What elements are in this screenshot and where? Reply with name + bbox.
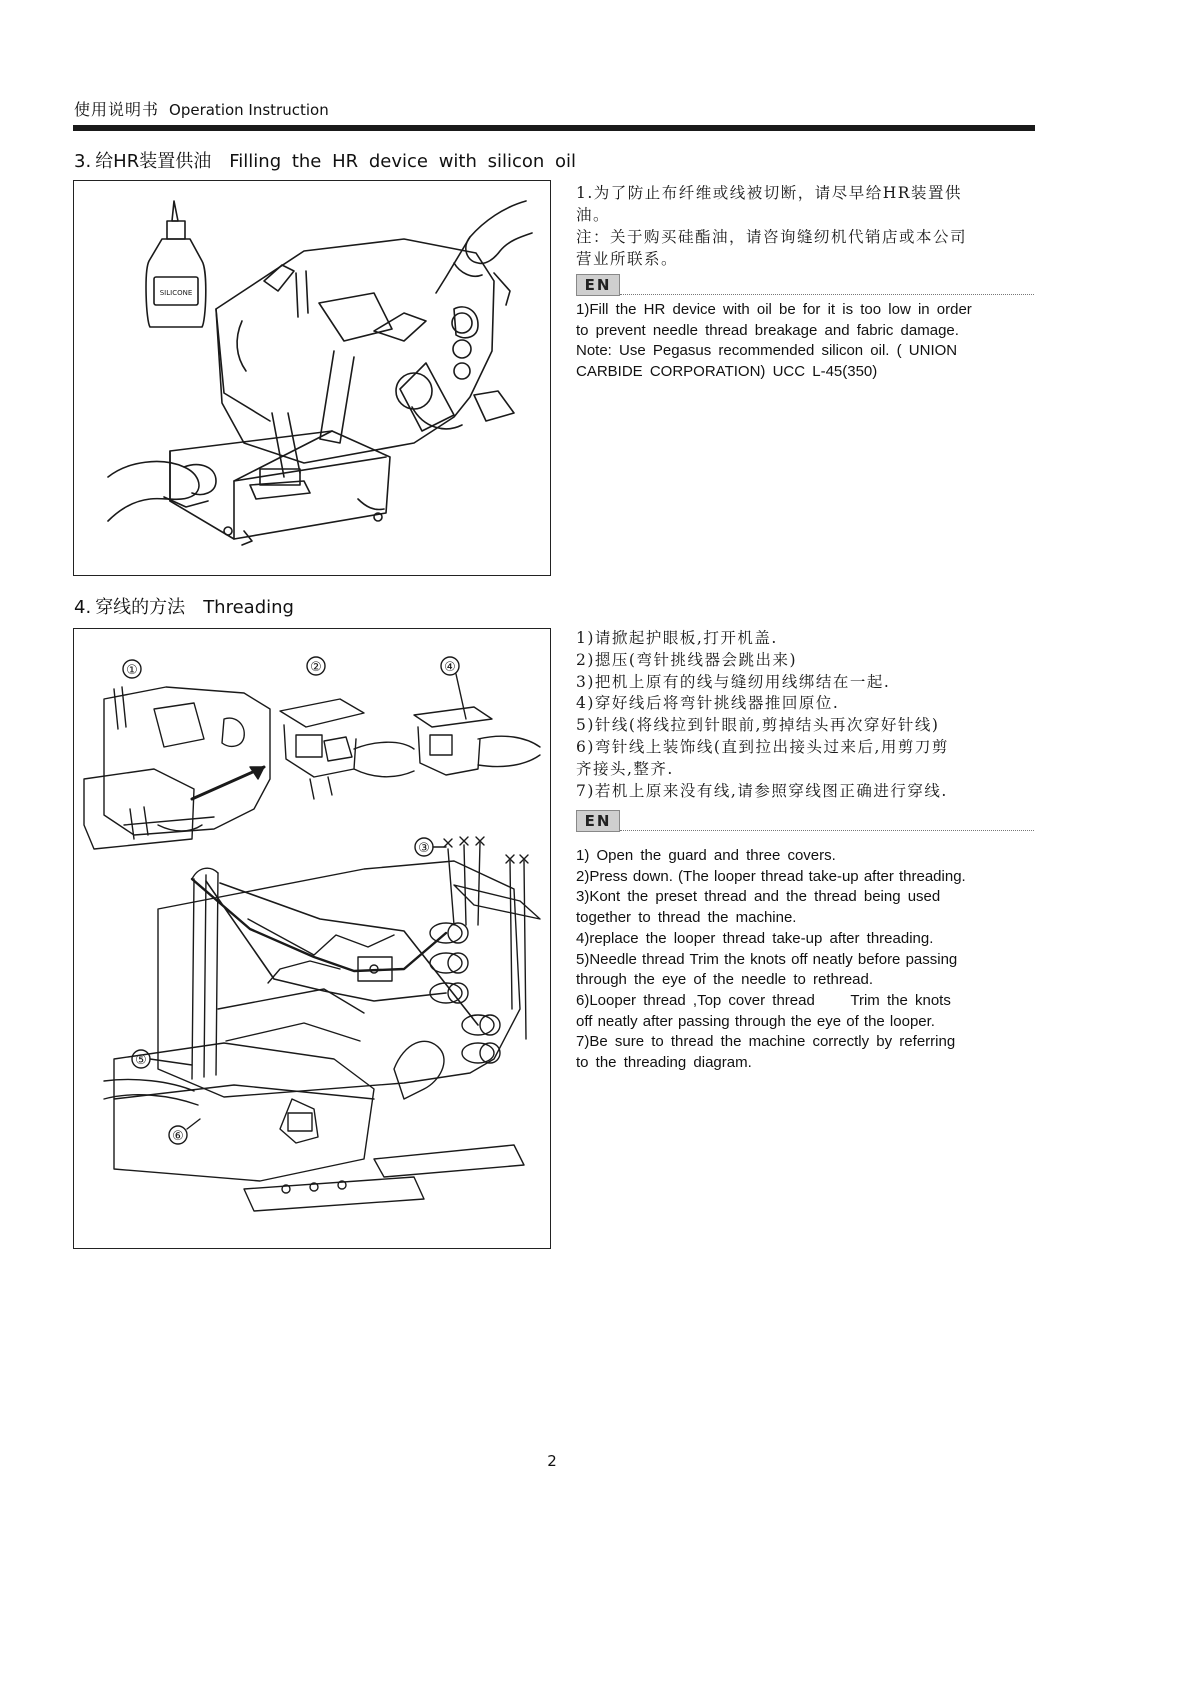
- section3-en-line: 1)Fill the HR device with oil be for it is too low in order: [576, 301, 972, 318]
- callout-label: ⑥: [172, 1129, 184, 1144]
- section4-cn-line: 1)请掀起护眼板,打开机盖.: [576, 629, 778, 647]
- callout-label: ④: [444, 660, 456, 675]
- page-header: [74, 97, 329, 120]
- section3-cn-line: 油。: [576, 206, 611, 224]
- callout-6: [169, 1119, 200, 1144]
- section4-cn-text: [576, 628, 1046, 802]
- sewing-machine-oiling-illustration: [74, 181, 550, 575]
- section4-title-en: Threading: [203, 597, 294, 618]
- callout-label: ①: [126, 663, 138, 678]
- dotted-rule: [620, 294, 1034, 295]
- section3-en-divider: [576, 274, 1034, 296]
- left-hand: [108, 462, 216, 521]
- section3-cn-text: [576, 182, 1046, 270]
- section4-cn-line: 4)穿好线后将弯针挑线器推回原位.: [576, 694, 840, 713]
- section4-en-line: 1) Open the guard and three covers.: [576, 847, 836, 864]
- section3-en-line: to prevent needle thread breakage and fabric damage.: [576, 321, 959, 339]
- section4-cn-line: 齐接头,整齐.: [576, 759, 674, 778]
- callout-1: [123, 660, 141, 678]
- section3-en-line: Note: Use Pegasus recommended silicon oil. ( UNION: [576, 342, 958, 360]
- header-title-en: Operation Instruction: [169, 101, 329, 119]
- section3-title: [74, 147, 576, 173]
- dotted-rule: [620, 830, 1034, 831]
- detail-2-looper: [280, 699, 414, 799]
- section3-cn-line: 1.为了防止布纤维或线被切断，请尽早给HR装置供: [576, 184, 962, 202]
- right-hand: [436, 201, 532, 305]
- section4-en-line: 6)Looper thread ,Top cover thread Trim the knots: [576, 991, 951, 1009]
- section4-title: [74, 593, 294, 619]
- section4-cn-line: 2)摁压(弯针挑线器会跳出来): [576, 650, 798, 669]
- section4-en-line: to the threading diagram.: [576, 1054, 752, 1072]
- section3-en-text: [576, 300, 1046, 383]
- section4-en-divider: [576, 810, 1034, 832]
- machine-bed: [170, 413, 390, 545]
- looper-thread: [206, 881, 446, 1001]
- header-title-cn: 使用说明书: [74, 100, 160, 119]
- section4-number: 4.: [74, 597, 92, 618]
- section4-en-line: 3)Kont the preset thread and the thread being used: [576, 888, 941, 906]
- section3-number: 3.: [74, 151, 92, 172]
- detail-4-looper: [414, 707, 540, 775]
- machine-body: [216, 239, 514, 463]
- section4-cn-line: 3)把机上原有的线与缝纫用线绑结在一起.: [576, 672, 891, 691]
- section3-en-line: CARBIDE CORPORATION) UCC L-45(350): [576, 363, 878, 381]
- silicone-bottle: [146, 201, 206, 327]
- threading-diagram-illustration: [74, 629, 550, 1248]
- bottle-label: SILICONE: [159, 289, 193, 297]
- section4-en-line: 2)Press down. (The looper thread take-up after threading.: [576, 867, 966, 885]
- section3-title-cn: 给HR装置供油: [95, 151, 212, 172]
- callout-label: ⑤: [135, 1053, 147, 1068]
- en-badge: EN: [576, 274, 620, 296]
- section4-en-line: off neatly after passing through the eye of the looper.: [576, 1012, 935, 1030]
- section3-cn-line: 注：关于购买硅酯油，请咨询缝纫机代销店或本公司: [576, 228, 968, 246]
- section4-cn-line: 6)弯针线上装饰线(直到拉出接头过来后,用剪刀剪: [576, 737, 949, 756]
- callout-2: [307, 657, 325, 675]
- section3-cn-line: 营业所联系。: [576, 250, 679, 268]
- section4-en-line: 4)replace the looper thread take-up after threading.: [576, 929, 934, 947]
- section4-cn-line: 5)针线(将线拉到针眼前,剪掉结头再次穿好针线): [576, 716, 940, 735]
- needle-thread: [192, 879, 446, 971]
- small-machine-overview: [84, 687, 270, 849]
- section4-en-line: together to thread the machine.: [576, 909, 797, 927]
- section4-en-line: 5)Needle thread Trim the knots off neatly before passing: [576, 950, 958, 968]
- section4-en-text: [576, 846, 1046, 1074]
- main-threading-machine: [104, 837, 540, 1211]
- callout-label: ②: [310, 660, 322, 675]
- callout-label: ③: [418, 841, 430, 856]
- callout-3: [415, 838, 446, 856]
- section3-title-en: Filling the HR device with silicon oil: [229, 151, 577, 172]
- section4-cn-line: 7)若机上原来没有线,请参照穿线图正确进行穿线.: [576, 781, 948, 800]
- section4-en-line: through the eye of the needle to rethread.: [576, 971, 874, 989]
- oil-filling-figure: [73, 180, 551, 576]
- thread-stand: [444, 837, 540, 1039]
- en-badge: EN: [576, 810, 620, 832]
- section4-title-cn: 穿线的方法: [95, 597, 186, 618]
- threading-figure: [73, 628, 551, 1249]
- header-rule: [73, 125, 1035, 131]
- section4-en-line: 7)Be sure to thread the machine correctly by referring: [576, 1033, 956, 1051]
- page-number: 2: [547, 1452, 557, 1470]
